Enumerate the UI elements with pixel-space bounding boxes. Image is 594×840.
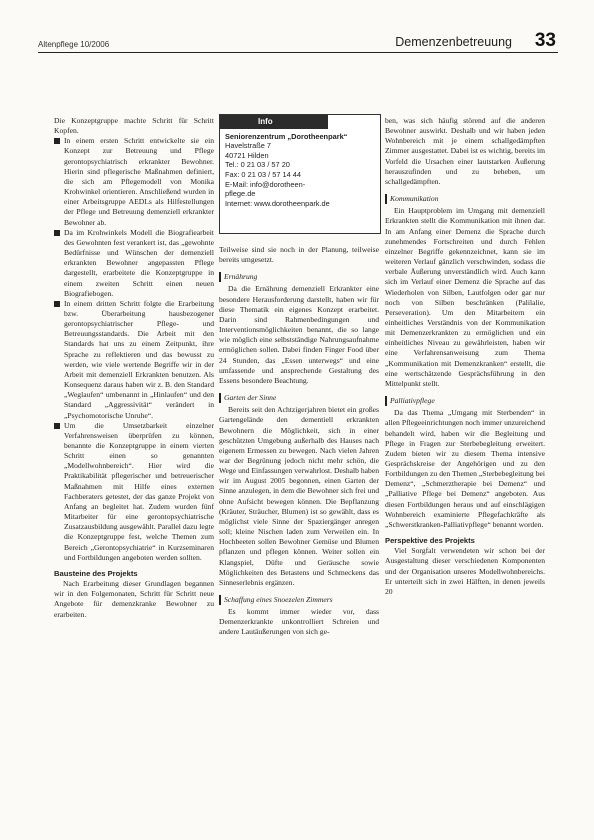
paragraph: Bereits seit den Achtzigerjahren bietet ein großes Gartengelände den dementiell erkrankten Bewohnern die Möglichkeit, sich in einer geschützten Umgebung außerhalb des Hauses nach eigenem Ermessen zu bewegen. Nach vielen Jahren war der Begrünung jedoch nicht mehr schön, die Wege und Einfassungen verwahrlost. Deshalb haben wir im August 2005 begonnen, einen Garten der Sinne anzulegen, in dem die Bewohner sich frei und ohne Aufsicht bewegen können. Die Bepflanzung (Kräuter, Sträucher, Blumen) ist so gewählt, dass es möglichst viele Sinne der Spaziergänger anregen soll; kleine Nischen laden zum Verweilen ein. In Hochbeeten sollen Bewohner Gemüse und Blumen pflanzen und pflegen können. Weiter sollen ein Klangspiel, Düfte und Geräusche sowie Möglichkeiten des Betastens und Schmeckens das Sinneserlebnis ergänzen. xyxy=(219,405,379,587)
section-title: Demenzenbetreuung xyxy=(395,35,512,49)
paragraph: Teilweise sind sie noch in der Planung, teilweise bereits umgesetzt. xyxy=(219,245,379,265)
paragraph: Da das Thema „Umgang mit Sterbenden“ in allen Pflegeeinrichtungen noch immer unzureichend behandelt wird, haben wir die Begleitung und Pflege in Fragen zur Sterbebegleitung erweitert. Zudem bieten wir zu diesem Thema intensive Gesprächskreise der Angehörigen und zu den Fortbildungen zu den Themen „Sterbebegleitung bei Demenz“, „Schmerztherapie bei Demenz“ und „Palliative Pflege bei Demenz“ angeboten. Aus diesen Fortbildungen heraus und auf einschlägigen Wohnbereich examinierte Pflegefachkräfte als „Schwerstkranken-Palliativpflege“ benannt worden. xyxy=(385,408,545,529)
paragraph: Viel Sorgfalt verwendeten wir schon bei der Ausgestaltung dieser verschiedenen Komponenten und der Organisation unseres Modellwohnbereichs. Er unterteilt sich in zwei Hälften, in denen jeweils 20 xyxy=(385,546,545,596)
column-left xyxy=(54,116,214,620)
column-right xyxy=(385,116,545,597)
list-item: In einem ersten Schritt entwickelte sie ein Konzept zur Betreuung und Pflege gerontopsychiatrisch erkrankter Bewohner. Hierin sind pflegerische Maßnahmen definiert, die sich am Pflegemodell von Monika Krohwinkel orientieren. Anschließend wurden in einer Arbeitsgruppe AEDLs als Hilfestellungen der Pflege und Betreuung demenziell erkrankter Bewohner ab. xyxy=(54,136,214,227)
paragraph: Nach Erarbeitung dieser Grundlagen begannen wir in den Folgemonaten, Schritt für Schritt neue Angebote für demenzkranke Bewohner zu erarbeiten. xyxy=(54,579,214,619)
info-line: pflege.de xyxy=(225,189,256,199)
page-header xyxy=(38,26,558,53)
info-body xyxy=(220,129,380,212)
section-heading: Schaffung eines Snoezelen Zimmers xyxy=(219,595,379,605)
steps-list xyxy=(54,136,214,563)
paragraph: Ein Hauptproblem im Umgang mit demenziell Erkrankten stellt die Kommunikation mit ihnen dar. In am Anfang einer Demenz die Sprache durch zunehmendes Fortschreiten und durch Fehlen einzelner Begriffe gekennzeichnet, kann sie im weiteren Verlauf gänzlich verschwinden, sodass die verbale Äußerung unverständlich wird. Auch kann sich im Verlauf einer Demenz die Sprache auf das Wiederholen von Silben, Lautfolgen oder gar nur noch von Silben beschränken (Palilalie, Perseveration). Um den Mitarbeitern ein einheitliches Verständnis von der Kommunikation mit Demenzerkrankten zu ermöglichen und ein einheitliches Niveau zu gewährleisten, haben wir eine Verfahrensanweisung zum Thema „Kommunikation mit Demenzkranken“ erstellt, die eine wertschätzende Gesprächsführung in den Mittelpunkt stellt. xyxy=(385,206,545,388)
paragraph: ben, was sich häufig störend auf die anderen Bewohner auswirkt. Deshalb und wir haben jeden Wohnbereich mit je einem schallgedämpften Zimmer ausgestattet. Dabei ist es wichtig, bereits im Vorfeld die Ursachen einer lautstarken Äußerung herauszufinden und zu beheben, um schallgedämpften. xyxy=(385,116,545,186)
subheading: Bausteine des Projekts xyxy=(54,568,138,578)
list-item: In einem dritten Schritt folgte die Erarbeitung bzw. Überarbeitung hausbezogener gerontopsychiatrischer Pflege- und Betreuungsstandards. Die Arbeit mit den Standards hat uns zu einem Zeitpunkt, ihre Sprache zu reflektieren und das bewusst zu werden, wie viele wertende Begriffe wir in der Arbeit mit demenziell Erkrankten benutzen. Als Konsequenz daraus haben wir z. B. den Standard „Weglaufen“ umbenannt in „Hinlaufen“ und den Standard „Aggressivität“ verändert in „Psychomotorische Unruhe“. xyxy=(54,299,214,421)
list-item: Um die Umsetzbarkeit einzelner Verfahrensweisen überprüfen zu können, benannte die Konzeptgruppe in einem vierten Schritt einen so genannten „Modellwohnbereich“. Hier wird die Praktikabilität pflegerischer und betreuerischer Maßnahmen mit Hilfe eines externen Fachberaters getestet, der das ganze Projekt von Anfang an begleitet hat. Zudem wurden fünf Mitarbeiter für eine gerontopsychiatrische Zusatzausbildung ausgewählt. Parallel dazu legte die Konzeptgruppe fest, welche Themen zum Bereich „Gerontopsychiatrie“ in Kurzseminaren und Fortbildungen angeboten werden sollten. xyxy=(54,421,214,563)
issue-label: Altenpflege 10/2006 xyxy=(38,40,110,49)
info-line: Fax: 0 21 03 / 57 14 44 xyxy=(225,169,302,179)
info-line: Tel.: 0 21 03 / 57 20 xyxy=(225,160,290,170)
info-tab: Info xyxy=(220,115,328,129)
info-line: 40721 Hilden xyxy=(225,150,269,160)
info-line: Havelstraße 7 xyxy=(225,141,272,151)
info-box xyxy=(219,114,381,234)
subheading: Perspektive des Projekts xyxy=(385,536,475,546)
section-heading: Garten der Sinne xyxy=(219,393,379,403)
section-heading: Palliativpflege xyxy=(385,396,545,406)
section-heading: Ernährung xyxy=(219,272,379,282)
list-item: Da im Krohwinkels Modell die Biografiearbeit des Gewohnten fest verankert ist, das „gewohnte Bedürfnisse und Wünschen der demenziell erkrankten Bewohner angepassten Pflege dargestellt, erarbeitete die Konzeptgruppe in einem zweiten Schritt einen neuen Biografiebogen. xyxy=(54,228,214,299)
info-line: Internet: www.dorotheenpark.de xyxy=(225,198,330,208)
info-line: Seniorenzentrum „Dorotheenpark“ xyxy=(225,131,348,141)
paragraph: Da die Ernährung demenziell Erkrankter eine besondere Herausforderung darstellt, haben wir für diese Thematik ein eigenes Konzept erarbeitet. Darin sind Rahmenbedingungen und Interventionsmöglichkeiten benannt, die so lange wie möglich eine selbstständige Nahrungsaufnahme ermöglichen sollen. Dabei finden Finger Food über 24 Stunden, das „Essen unterwegs“ und eine umfassende und ansprechende Gestaltung des Essens besondere Beachtung. xyxy=(219,284,379,385)
page-number: 33 xyxy=(534,30,556,51)
intro-paragraph: Die Konzeptgruppe machte Schritt für Schritt Kopfen. xyxy=(54,116,214,136)
section-heading: Kommunikation xyxy=(385,194,545,204)
column-middle xyxy=(219,245,379,638)
paragraph: Es kommt immer wieder vor, dass Demenzerkrankte unkontrolliert Schreien und andere Lautäußerungen von sich ge- xyxy=(219,607,379,637)
info-line: E-Mail: info@dorotheen- xyxy=(225,179,306,189)
